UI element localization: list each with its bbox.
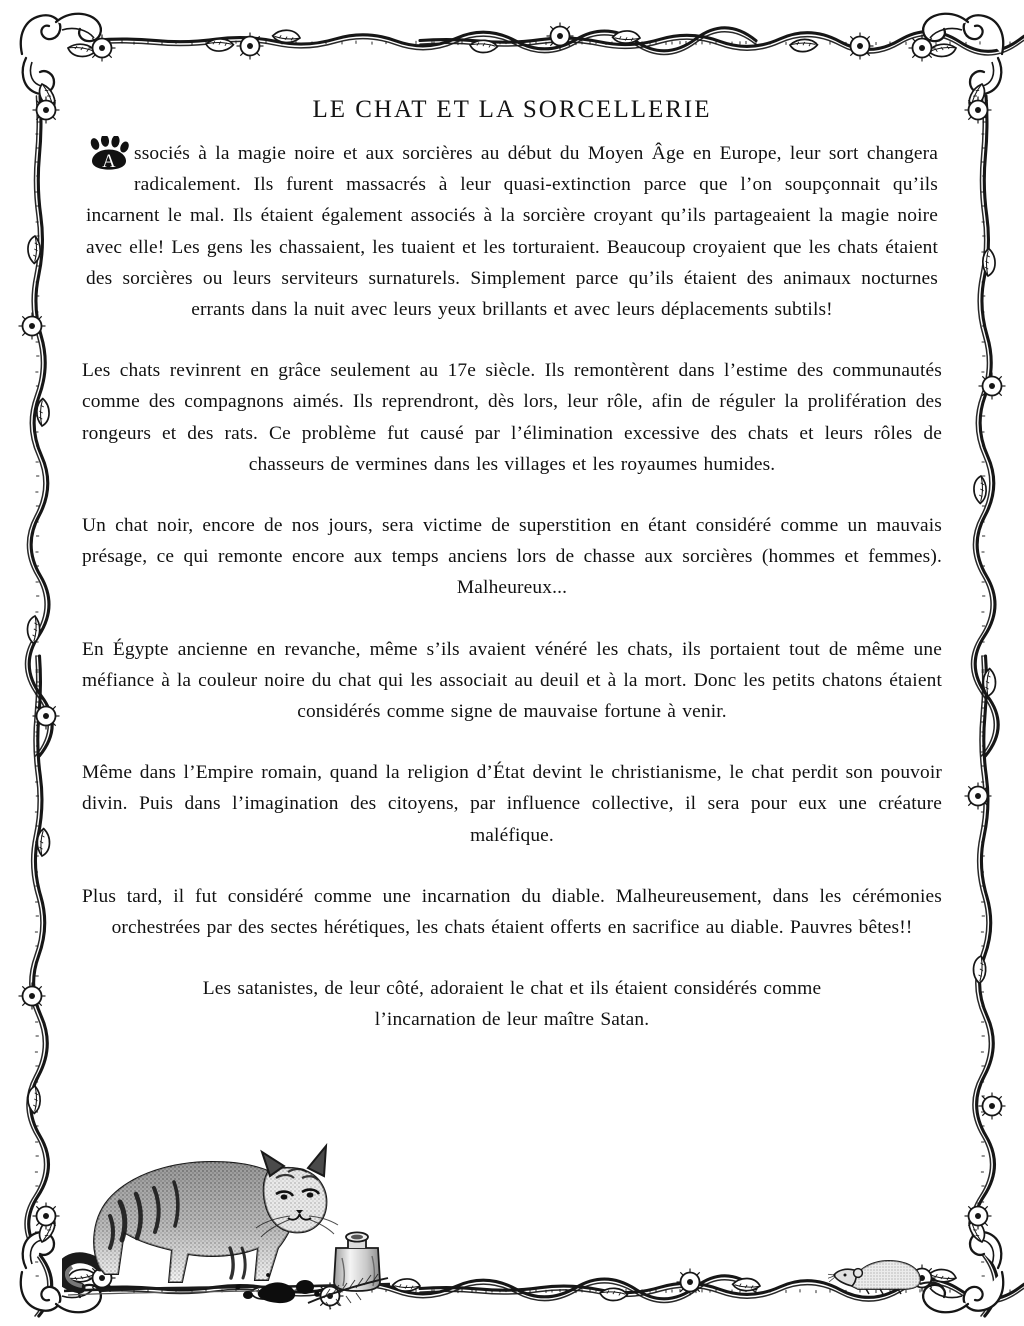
paragraph-6-text: Plus tard, il fut considéré comme une incarnation du diable. Malheureusement, dans les cérémonies orchestrées par des sectes hérétiques, les chats étaient offerts en sacrifice au diable. Pauvres bêtes!! xyxy=(82,885,942,939)
paragraph-1 xyxy=(60,138,964,325)
paragraph-7 xyxy=(60,973,964,1035)
paragraph-7-text: Les satanistes, de leur côté, adoraient le chat et ils étaient considérés comme l’incarnation de leur maître Satan. xyxy=(202,978,822,1031)
border-left-branch xyxy=(18,96,59,1316)
mouse-illustration xyxy=(828,1248,946,1308)
paragraph-2 xyxy=(60,355,964,480)
engraved-tabby-cat-illustration xyxy=(62,1098,392,1323)
paragraph-3 xyxy=(60,510,964,604)
paragraph-3-text: Un chat noir, encore de nos jours, sera victime de superstition en étant considéré comme un mauvais présage, ce qui remonte encore aux temps anciens lors de chasse aux sorcières (hommes et femmes). Malheureux... xyxy=(82,515,942,599)
paragraph-4-text: En Égypte ancienne en revanche, même s’ils avaient vénéré les chats, ils portaient tout de même une méfiance à la couleur noire du chat qui les associait au deuil et à la mort. Donc les petits chatons étaient considérés comme signe de mauvaise fortune à venir. xyxy=(82,638,942,723)
paragraph-1-text: ssociés à la magie noire et aux sorcières au début du Moyen Âge en Europe, leur sort changera radicalement. Ils furent massacrés à leur quasi-extinction parce que l’on soupçonnait qu’ils incarnent le mal. Ils étaient également associés à la sorcière croyant qu’ils partageaient la magie noire avec elle! Les gens les chassaient, les tuaient et les torturaient. Beaucoup croyaient que les chats étaient des sorcières ou leurs serviteurs surnaturels. Simplement parce qu’ils étaient des animaux nocturnes errants dans la nuit avec leurs yeux brillants et avec leurs déplacements subtils! xyxy=(86,143,938,321)
inkwell-and-quill-illustration xyxy=(308,1232,388,1309)
paragraph-6 xyxy=(60,881,964,943)
border-top-branch xyxy=(96,23,1024,60)
border-right-branch xyxy=(965,96,1006,1316)
paragraph-4 xyxy=(60,634,964,728)
page-title: LE CHAT ET LA SORCELLERIE xyxy=(312,96,712,123)
paragraph-2-text: Les chats revinrent en grâce seulement au 17e siècle. Ils remontèrent dans l’estime des communautés comme des compagnons aimés. Ils reprendront, dès lors, leur rôle, afin de réguler la prolifération des rongeurs et des rats. Ce problème fut causé par l’élimination excessive des chats et leurs rôles de chasseurs de vermines dans les villages et les royaumes humides. xyxy=(82,360,942,475)
paragraph-5 xyxy=(60,757,964,851)
paragraph-5-text: Même dans l’Empire romain, quand la religion d’État devint le christianisme, le chat perdit son pouvoir divin. Puis dans l’imagination des citoyens, par influence collective, il sera pour eux une créature maléfique. xyxy=(82,762,942,846)
paw-print-drop-cap xyxy=(86,136,132,170)
svg-text:A: A xyxy=(102,152,116,170)
article-body xyxy=(60,96,964,1066)
